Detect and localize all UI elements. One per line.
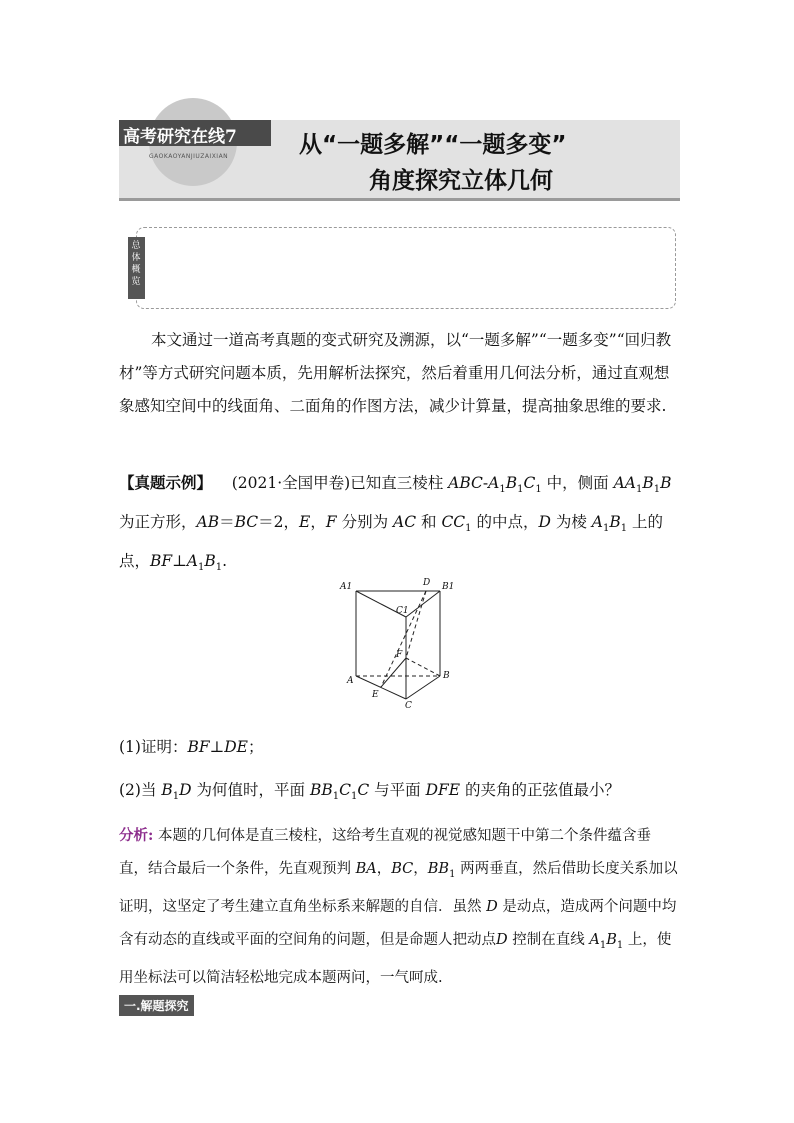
label-A: A — [347, 676, 354, 686]
label-B: B — [443, 671, 450, 681]
question-2-prefix: (2)当 — [119, 781, 157, 799]
page-title-line1: 从“一题多解”“一题多变” — [299, 132, 567, 158]
prism-figure — [338, 575, 468, 710]
question-1-prefix: (1)证明： — [119, 738, 188, 756]
intro-paragraph: 本文通过一道高考真题的变式研究及溯源，以“一题多解”“一题多变”“回归教材”等方式研究问题本质，先用解析法探究，然后着重用几何法分析，通过直观想象感知空间中的线面角、二面角的作图方法，减少计算量，提高抽象思维的要求. — [119, 331, 672, 415]
question-2: (2)当 $B_1D$ 为何值时，平面 $BB_1C_1C$ 与平面 DFE 的夹角的正弦值最小？ — [119, 781, 621, 803]
page-title-line2: 角度探究立体几何 — [369, 168, 553, 194]
analysis-label: 分析 — [119, 827, 148, 844]
example-paragraph: 【真题示例】 (2021·全国甲卷)已知直三棱柱 ABC-$A_1B_1C_1$ 中，侧面 $AA_1B_1B$ 为正方形，AB＝BC＝2，E，F 分别为 AC 和 $CC_1$ 的中点，D 为棱 $A_1B_1$ 上的点，$BF\perp A_1B_1$. — [119, 473, 672, 574]
label-E: E — [372, 690, 379, 700]
label-C: C — [405, 701, 412, 710]
banner-tab-label: 高考研究在线7 — [123, 127, 237, 147]
question-1: (1)证明：BF⊥DE； — [119, 738, 264, 756]
label-C1: C1 — [396, 606, 409, 616]
example-source: (2021·全国甲卷) — [231, 474, 351, 492]
label-F: F — [396, 650, 403, 660]
label-A1: A1 — [340, 582, 353, 592]
label-B1: B1 — [442, 582, 455, 592]
overview-tag-label: 总体概览 — [131, 241, 141, 287]
example-label: 【真题示例】 — [119, 473, 213, 492]
header-banner — [119, 120, 680, 201]
analysis-paragraph: 分析: 本题的几何体是直三棱柱，这给考生直观的视觉感知题干中第二个条件蕴含垂直，结合最后一个条件，先直观预判 BA，BC，$BB_1$ 两两垂直，然后借助长度关系加以证明，这坚定了考生建立直角坐标系来解题的自信．虽然 D 是动点，造成两个问题中均含有动态的直线或平面的空间角的问题，但是命题人把动点D 控制在直线 $A_1B_1$ 上，使用坐标法可以简洁轻松地完成本题两问，一气呵成. — [119, 827, 678, 986]
section-tag: 一.解题探究 — [119, 995, 194, 1016]
label-D: D — [423, 578, 431, 588]
banner-tab — [119, 120, 271, 146]
banner-subtitle: GAOKAOYANJIUZAIXIAN — [149, 153, 229, 160]
overview-box — [136, 227, 676, 309]
